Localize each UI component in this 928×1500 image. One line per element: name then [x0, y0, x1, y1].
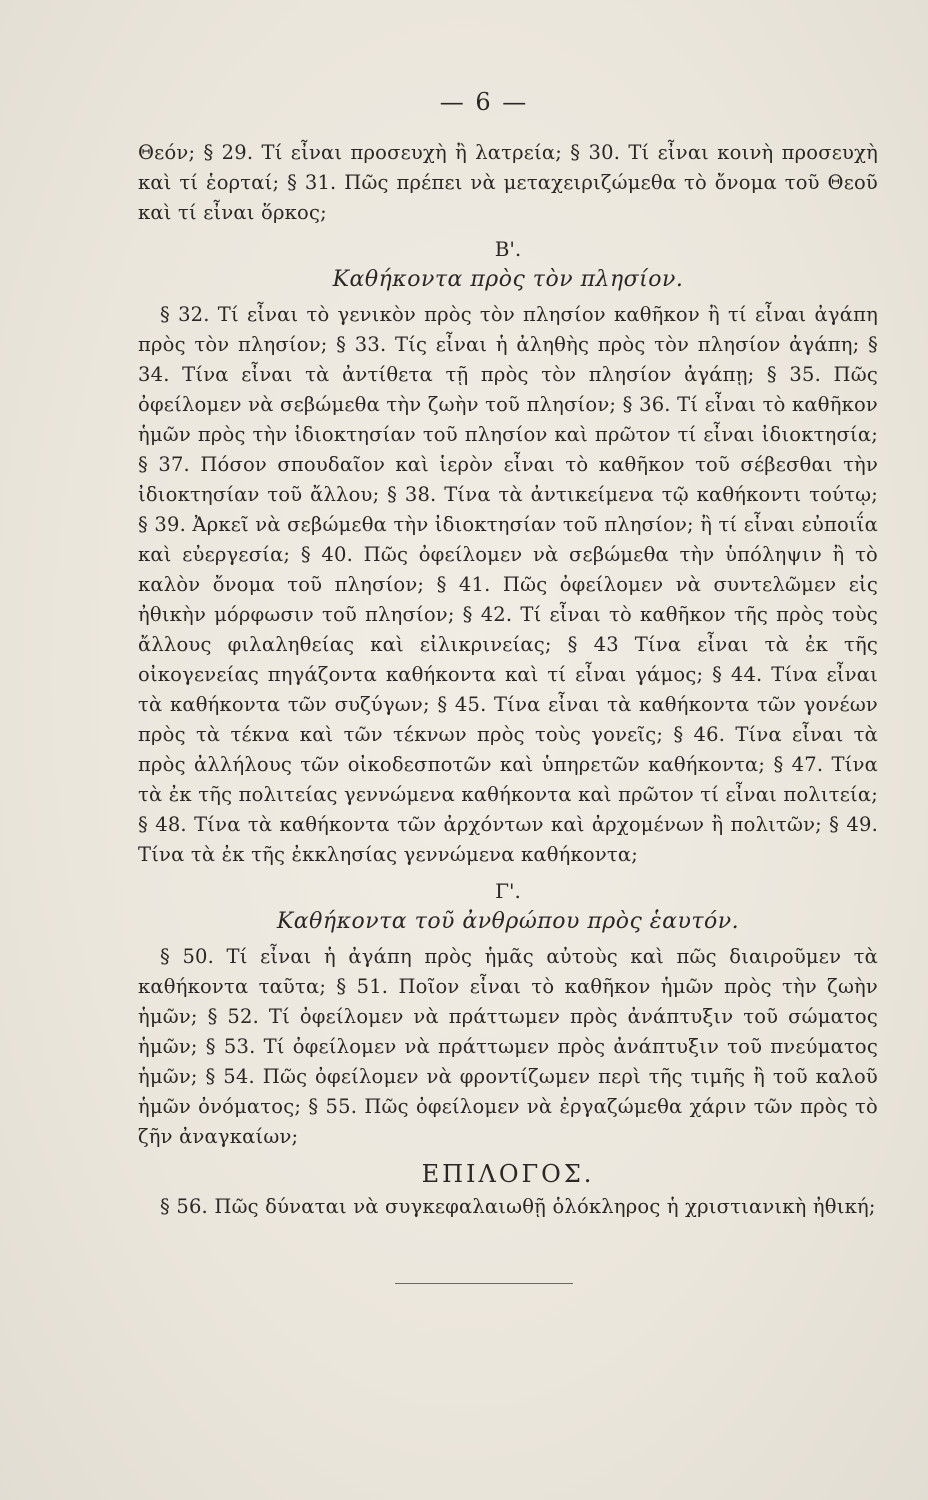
intro-paragraph: Θεόν; § 29. Τί εἶναι προσευχὴ ἢ λατρεία; § 30. Τί εἶναι κοινὴ προσευχὴ καὶ τί ἑορταί; § 31. Πῶς πρέπει νὰ μεταχειριζώμεθα τὸ ὄνομα τοῦ Θεοῦ καὶ τί εἶναι ὅρκος;: [138, 141, 878, 224]
closing-rule: [395, 1283, 573, 1284]
page-body: [138, 138, 878, 1222]
epilogue-section: [138, 1156, 878, 1222]
epilogue-paragraph: § 56. Πῶς δύναται νὰ συγκεφαλαιωθῇ ὁλόκληρος ἡ χριστιανικὴ ἠθική;: [160, 1195, 876, 1218]
section-b-paragraph: § 32. Τί εἶναι τὸ γενικὸν πρὸς τὸν πλησίον καθῆκον ἢ τί εἶναι ἀγάπη πρὸς τὸν πλησίον; § 33. Τίς εἶναι ἡ ἀληθὴς πρὸς τὸν πλησίον ἀγάπη; § 34. Τίνα εἶναι τὰ ἀντίθετα τῇ πρὸς τὸν πλησίον ἀγάπῃ; § 35. Πῶς ὀφείλομεν νὰ σεβώμεθα τὴν ζωὴν τοῦ πλησίον; § 36. Τί εἶναι τὸ καθῆκον ἡμῶν πρὸς τὴν ἰδιοκτησίαν τοῦ πλησίον καὶ πρῶτον τί εἶναι ἰδιοκτησία; § 37. Πόσον σπουδαῖον καὶ ἱερὸν εἶναι τὸ καθῆκον τοῦ σέβεσθαι τὴν ἰδιοκτησίαν τοῦ ἄλλου; § 38. Τίνα τὰ ἀντικείμενα τῷ καθήκοντι τούτῳ; § 39. Ἀρκεῖ νὰ σεβώμεθα τὴν ἰδιοκτησίαν τοῦ πλησίον; ἢ τί εἶναι εὐποιΐα καὶ εὐεργεσία; § 40. Πῶς ὀφείλομεν νὰ σεβώμεθα τὴν ὑπόληψιν ἢ τὸ καλὸν ὄνομα τοῦ πλησίον; § 41. Πῶς ὀφείλομεν νὰ συντελῶμεν εἰς ἠθικὴν μόρφωσιν τοῦ πλησίον; § 42. Τί εἶναι τὸ καθῆκον τῆς πρὸς τοὺς ἄλλους φιλαληθείας καὶ εἰλικρινείας; § 43 Τίνα εἶναι τὰ ἐκ τῆς οἰκογενείας πηγάζοντα καθήκοντα καὶ τί εἶναι γάμος; § 44. Τίνα εἶναι τὰ καθήκοντα τῶν συζύγων; § 45. Τίνα εἶναι τὰ καθήκοντα τῶν γονέων πρὸς τὰ τέκνα καὶ τῶν τέκνων πρὸς τοὺς γονεῖς; § 46. Τίνα εἶναι τὰ πρὸς ἀλλήλους τῶν οἰκοδεσποτῶν καὶ ὑπηρετῶν καθήκοντα; § 47. Τίνα τὰ ἐκ τῆς πολιτείας γεννώμενα καθήκοντα καὶ πρῶτον τί εἶναι πολιτεία; § 48. Τίνα τὰ καθήκοντα τῶν ἀρχόντων καὶ ἀρχομένων ἢ πολιτῶν; § 49. Τίνα τὰ ἐκ τῆς ἐκκλησίας γεννώμενα καθήκοντα;: [138, 303, 878, 866]
section-c-letter: Γ'.: [495, 879, 521, 903]
section-c: [138, 876, 878, 1152]
section-b-heading: Καθήκοντα πρὸς τὸν πλησίον.: [332, 267, 684, 292]
page-number: — 6 —: [439, 88, 529, 116]
section-c-paragraph: § 50. Τί εἶναι ἡ ἀγάπη πρὸς ἡμᾶς αὐτοὺς καὶ πῶς διαιροῦμεν τὰ καθήκοντα ταῦτα; § 51. Ποῖον εἶναι τὸ καθῆκον ἡμῶν πρὸς τὴν ζωὴν ἡμῶν; § 52. Τί ὀφείλομεν νὰ πράττωμεν πρὸς ἀνάπτυξιν τοῦ σώματος ἡμῶν; § 53. Τί ὀφείλομεν νὰ πράττωμεν πρὸς ἀνάπτυξιν τοῦ πνεύματος ἡμῶν; § 54. Πῶς ὀφείλομεν νὰ φροντίζωμεν περὶ τῆς τιμῆς ἢ τοῦ καλοῦ ἡμῶν ὀνόματος; § 55. Πῶς ὀφείλομεν νὰ ἐργαζώμεθα χάριν τῶν πρὸς τὸ ζῆν ἀναγκαίων;: [138, 945, 878, 1148]
section-c-heading: Καθήκοντα τοῦ ἀνθρώπου πρὸς ἑαυτόν.: [276, 909, 740, 934]
section-b-letter: Β'.: [494, 237, 522, 261]
section-b: [138, 234, 878, 870]
epilogue-heading: ΕΠΙΛΟΓΟΣ.: [421, 1160, 595, 1188]
